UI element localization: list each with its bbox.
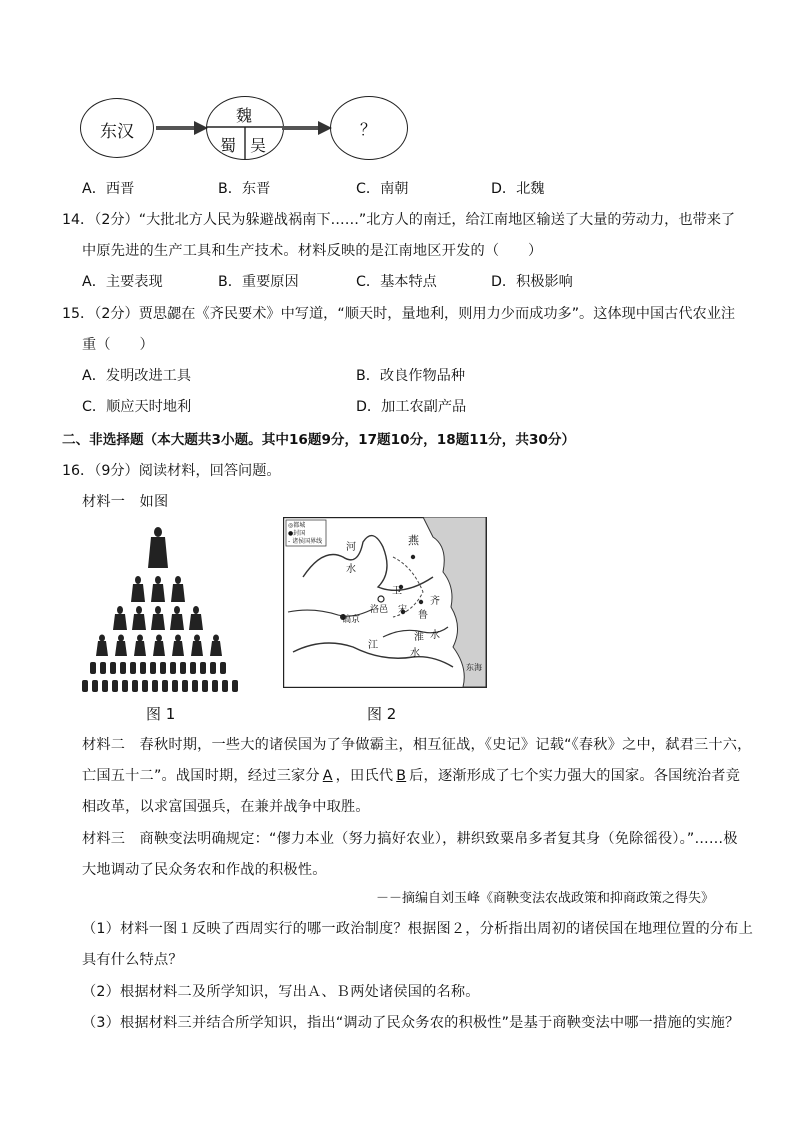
q15-option-b[interactable]: B．改良作物品种 bbox=[356, 368, 466, 384]
figure2-caption: 图 2 bbox=[367, 705, 397, 723]
q16-material1: 材料一 如图 bbox=[82, 494, 169, 510]
q14-line2: 中原先进的生产工具和生产技术。材料反映的是江南地区开发的（ ） bbox=[82, 243, 543, 259]
node-wu-label: 吴 bbox=[250, 136, 267, 155]
q15-option-a[interactable]: A．发明改进工具 bbox=[82, 368, 192, 384]
material2-line3: 相改革，以求富国强兵，在兼并战争中取胜。 bbox=[82, 799, 370, 815]
q16-stem: 16．（9分）阅读材料，回答问题。 bbox=[62, 463, 281, 479]
map-legend-state: ●封国 bbox=[288, 530, 306, 537]
map-label-shui2: 水 bbox=[430, 630, 440, 641]
map-label-yan: 燕 bbox=[408, 534, 419, 547]
map-label-qi: 齐 bbox=[430, 596, 440, 607]
q16-sub1-line2: 具有什么特点？ bbox=[82, 952, 183, 968]
map-label-shui3: 水 bbox=[410, 648, 420, 659]
material3-line2: 大地调动了民众务农和作战的积极性。 bbox=[82, 862, 327, 878]
material2-line1: 材料二 春秋时期，一些大的诸侯国为了争做霸主，相互征战，《史记》记载“《春秋》之中，弑君三十六， bbox=[82, 737, 752, 753]
material2-line2-a: 亡国五十二”。战国时期，经过三家分 bbox=[82, 768, 320, 784]
material2-line2-b: ，田氏代 bbox=[335, 768, 394, 784]
map-label-wei: 卫 bbox=[392, 586, 402, 597]
q13-option-c[interactable]: C．南朝 bbox=[356, 181, 409, 197]
map-label-haojing: 镐京 bbox=[342, 615, 361, 625]
q14-option-b[interactable]: B．重要原因 bbox=[218, 274, 299, 290]
material2-line2-c: 后，逐渐形成了七个实力强大的国家。各国统治者竞 bbox=[409, 768, 741, 784]
q16-sub3: （3）根据材料三并结合所学知识，指出“调动了民众务农的积极性”是基于商鞅变法中哪一措施的实施？ bbox=[82, 1015, 740, 1031]
node-donghan-label: 东汉 bbox=[100, 122, 134, 142]
map-legend-border: - 诸侯国界线 bbox=[288, 538, 323, 545]
node-wei-label: 魏 bbox=[236, 106, 253, 125]
q14-option-d[interactable]: D．积极影响 bbox=[491, 274, 573, 290]
q15-line2: 重（ ） bbox=[82, 337, 154, 353]
q14-option-a[interactable]: A．主要表现 bbox=[82, 274, 163, 290]
q16-sub2: （2）根据材料二及所学知识，写出Ａ、Ｂ两处诸侯国的名称。 bbox=[82, 984, 480, 1000]
q16-sub1-line1: （1）材料一图１反映了西周实行的哪一政治制度？根据图２，分析指出周初的诸侯国在地理位置的分布上 bbox=[82, 921, 754, 937]
map-legend-capital: ◎都城 bbox=[288, 522, 306, 529]
map-label-luoyi: 洛邑 bbox=[370, 605, 389, 615]
map-label-he: 河 bbox=[346, 542, 356, 553]
material3-source: －－摘编自刘玉峰《商鞅变法农战政策和抑商政策之得失》 bbox=[376, 891, 715, 906]
map-label-donghai: 东海 bbox=[466, 663, 482, 672]
map-label-song: 宋 bbox=[398, 605, 408, 615]
q13-option-b[interactable]: B．东晋 bbox=[218, 181, 271, 197]
q15-option-d[interactable]: D．加工农副产品 bbox=[356, 399, 467, 415]
map-label-huai: 淮 bbox=[414, 632, 424, 643]
arrow-right-icon bbox=[282, 121, 332, 135]
blank-a: A bbox=[322, 768, 333, 784]
map-label-shui1: 水 bbox=[346, 564, 356, 575]
section2-title: 二、非选择题（本大题共3小题。其中16题9分，17题10分，18题11分，共30分） bbox=[62, 432, 576, 448]
blank-b: B bbox=[396, 768, 407, 784]
q14-line1: 14．（2分）“大批北方人民为躲避战祸南下……”北方人的南迁，给江南地区输送了大量的劳动力，也带来了 bbox=[62, 212, 736, 228]
node-unknown-label: ？ bbox=[360, 120, 377, 139]
q13-option-d[interactable]: D．北魏 bbox=[491, 181, 545, 197]
feudal-pyramid-figure bbox=[80, 522, 240, 697]
q15-option-c[interactable]: C．顺应天时地利 bbox=[82, 399, 192, 415]
q15-line1: 15．（2分）贾思勰在《齐民要术》中写道，“顺天时，量地利，则用力少而成功多”。这体现中国古代农业注 bbox=[62, 306, 736, 322]
material3-line1: 材料三 商鞅变法明确规定：“僇力本业（努力搞好农业），耕织致粟帛多者复其身（免除徭役）。”……极 bbox=[82, 831, 738, 847]
q13-option-a[interactable]: A．西晋 bbox=[82, 181, 135, 197]
arrow-right-icon bbox=[156, 121, 208, 135]
figure1-caption: 图 1 bbox=[146, 705, 176, 723]
node-shu-label: 蜀 bbox=[220, 136, 237, 155]
material2-line2 bbox=[82, 765, 740, 785]
map-label-jiang: 江 bbox=[368, 640, 378, 651]
map-label-lu: 鲁 bbox=[418, 610, 428, 621]
q14-option-c[interactable]: C．基本特点 bbox=[356, 274, 437, 290]
